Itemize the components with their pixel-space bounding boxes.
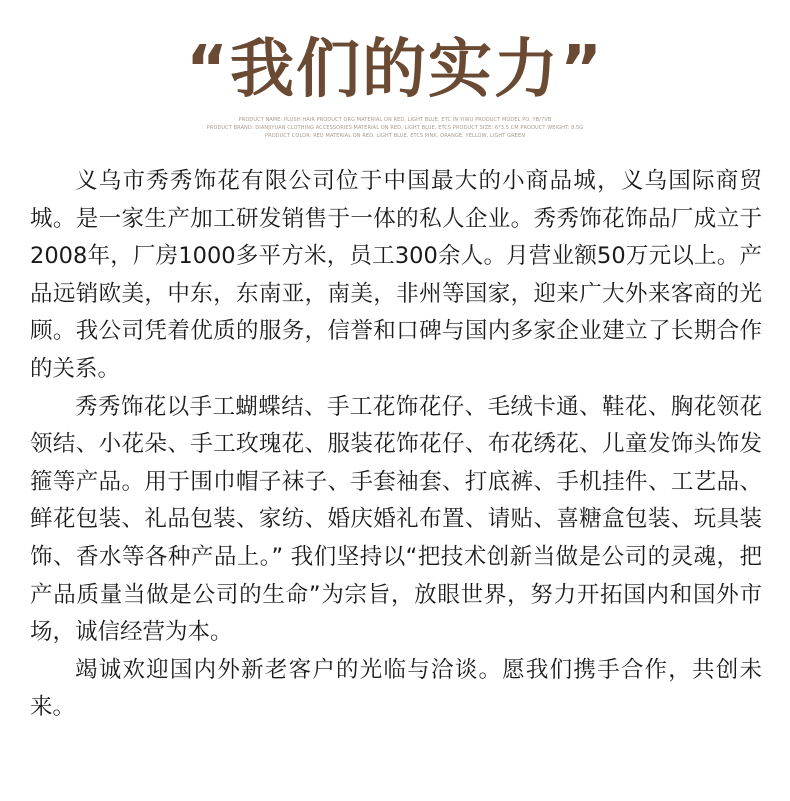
fineprint-line-3: PRODUCT COLOR: RED MATERIAL ON RED, LIGHT BLUE, ETCS PINK, ORANGE, YELLOW, LIGHT GREEN [264, 133, 526, 139]
paragraph-products: 秀秀饰花以手工蝴蝶结、手工花饰花仔、毛绒卡通、鞋花、胸花领花领结、小花朵、手工玫瑰花、服装花饰花仔、布花绣花、儿童发饰头饰发箍等产品。用于围巾帽子袜子、手套袖套、打底裤、手机挂件、工艺品、鲜花包装、礼品包装、家纺、婚庆婚礼布置、请贴、喜糖盒包装、玩具装饰、香水等各种产品上。” 我们坚持以“把技术创新当做是公司的灵魂，把产品质量当做是公司的生命”为宗旨，放眼世界，努力开拓国内和国外市场，诚信经营为本。 [30, 393, 762, 646]
paragraph-intro: 义乌市秀秀饰花有限公司位于中国最大的小商品城，义乌国际商贸城。是一家生产加工研发销售于一体的私人企业。秀秀饰花饰品厂成立于2008年，厂房1000多平方米，员工300余人。月营业额50万元以上。产品远销欧美，中东，东南亚，南美，非州等国家，迎来广大外来客商的光顾。我公司凭着优质的服务，信誉和口碑与国内多家企业建立了长期合作的关系。 [30, 168, 762, 382]
fineprint-line-2: PRODUCT BRAND: DIANJIYUAN CLOTHING ACCESSORIES MATERIAL ON RED, LIGHT BLUE, ETCS PRODUCT SIZE: 6*3.5 CM PRODUCT WEIGHT: 8.5G [206, 125, 584, 131]
page-title: “我们的实力” [185, 33, 605, 107]
paragraph-welcome: 竭诚欢迎国内外新老客户的光临与洽谈。愿我们携手合作，共创未来。 [30, 656, 762, 721]
fineprint-line-1: PRODUCT NAME: PLUSH HAIR PRODUCT ORG MATERIAL ON RED, LIGHT BLUE, ETC IN YIWU PRODUCT MODEL PO. YB/7VB [238, 117, 552, 123]
company-description [30, 163, 762, 727]
